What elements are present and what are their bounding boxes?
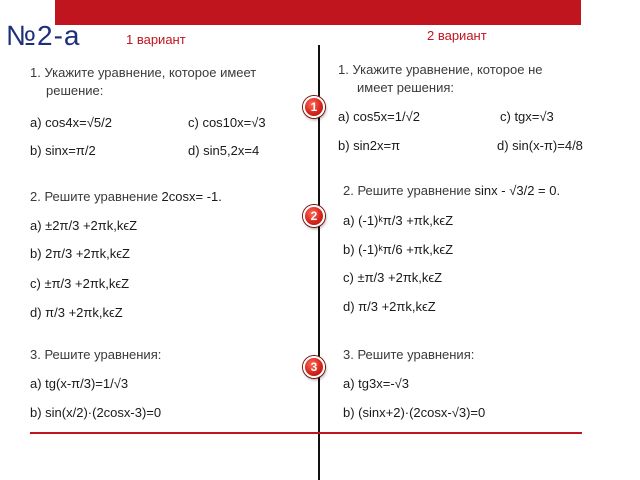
right-q2-option-b: b) (-1)ᵏπ/6 +πk,kϵZ	[343, 242, 454, 257]
left-q2-equation: 2cosx= -1.	[161, 189, 222, 204]
left-q1-option-d: d) sin5,2x=4	[188, 143, 260, 158]
right-q1-option-a: a) cos5x=1/√2	[338, 109, 420, 124]
left-q1-option-b: b) sinx=π/2	[30, 143, 96, 158]
right-q2-equation: sinx - √3/2 = 0.	[474, 183, 561, 198]
right-q2-prefix: 2. Решите уравнение	[343, 183, 475, 198]
right-q1-line2: имеет решения:	[357, 80, 455, 95]
left-q2-option-b: b) 2π/3 +2πk,kϵZ	[30, 246, 130, 261]
right-q1-line1: 1. Укажите уравнение, которое не	[338, 62, 543, 77]
right-q1-option-b: b) sin2x=π	[338, 138, 401, 153]
left-q2-prefix: 2. Решите уравнение	[30, 189, 162, 204]
task-badge-2: 2	[303, 205, 325, 227]
left-q2-option-d: d) π/3 +2πk,kϵZ	[30, 305, 123, 320]
left-q1-line2: решение:	[46, 83, 104, 98]
task-badge-1: 1	[303, 96, 325, 118]
right-q1-option-c: c) tgx=√3	[500, 109, 554, 124]
right-q2-option-d: d) π/3 +2πk,kϵZ	[343, 299, 436, 314]
left-q2-prompt	[30, 189, 222, 205]
left-q1-option-a: a) cos4x=√5/2	[30, 115, 112, 130]
right-q1-option-d: d) sin(x-π)=4/8	[497, 138, 583, 153]
task-badge-3: 3	[303, 356, 325, 378]
left-q1-line1: 1. Укажите уравнение, которое имеет	[30, 65, 257, 80]
right-q2-option-c: c) ±π/3 +2πk,kϵZ	[343, 270, 443, 285]
left-q3-title: 3. Решите уравнения:	[30, 347, 162, 362]
left-q1-option-c: c) cos10x=√3	[188, 115, 266, 130]
right-q3-option-a: a) tg3x=-√3	[343, 376, 410, 391]
page-title: №2-а	[6, 20, 81, 51]
variant-1-label: 1 вариант	[126, 32, 186, 47]
right-q3-title: 3. Решите уравнения:	[343, 347, 475, 362]
right-q2-prompt	[343, 183, 560, 199]
left-q2-option-c: c) ±π/3 +2πk,kϵZ	[30, 276, 130, 291]
bottom-divider	[30, 432, 582, 434]
left-q2-option-a: a) ±2π/3 +2πk,kϵZ	[30, 218, 138, 233]
right-q2-option-a: a) (-1)ᵏπ/3 +πk,kϵZ	[343, 213, 454, 228]
right-q3-option-b: b) (sinx+2)·(2cosx-√3)=0	[343, 405, 486, 420]
left-q3-option-a: a) tg(x-π/3)=1/√3	[30, 376, 129, 391]
top-banner	[55, 0, 581, 25]
variant-2-label: 2 вариант	[427, 28, 487, 43]
left-q3-option-b: b) sin(x/2)·(2cosx-3)=0	[30, 405, 162, 420]
